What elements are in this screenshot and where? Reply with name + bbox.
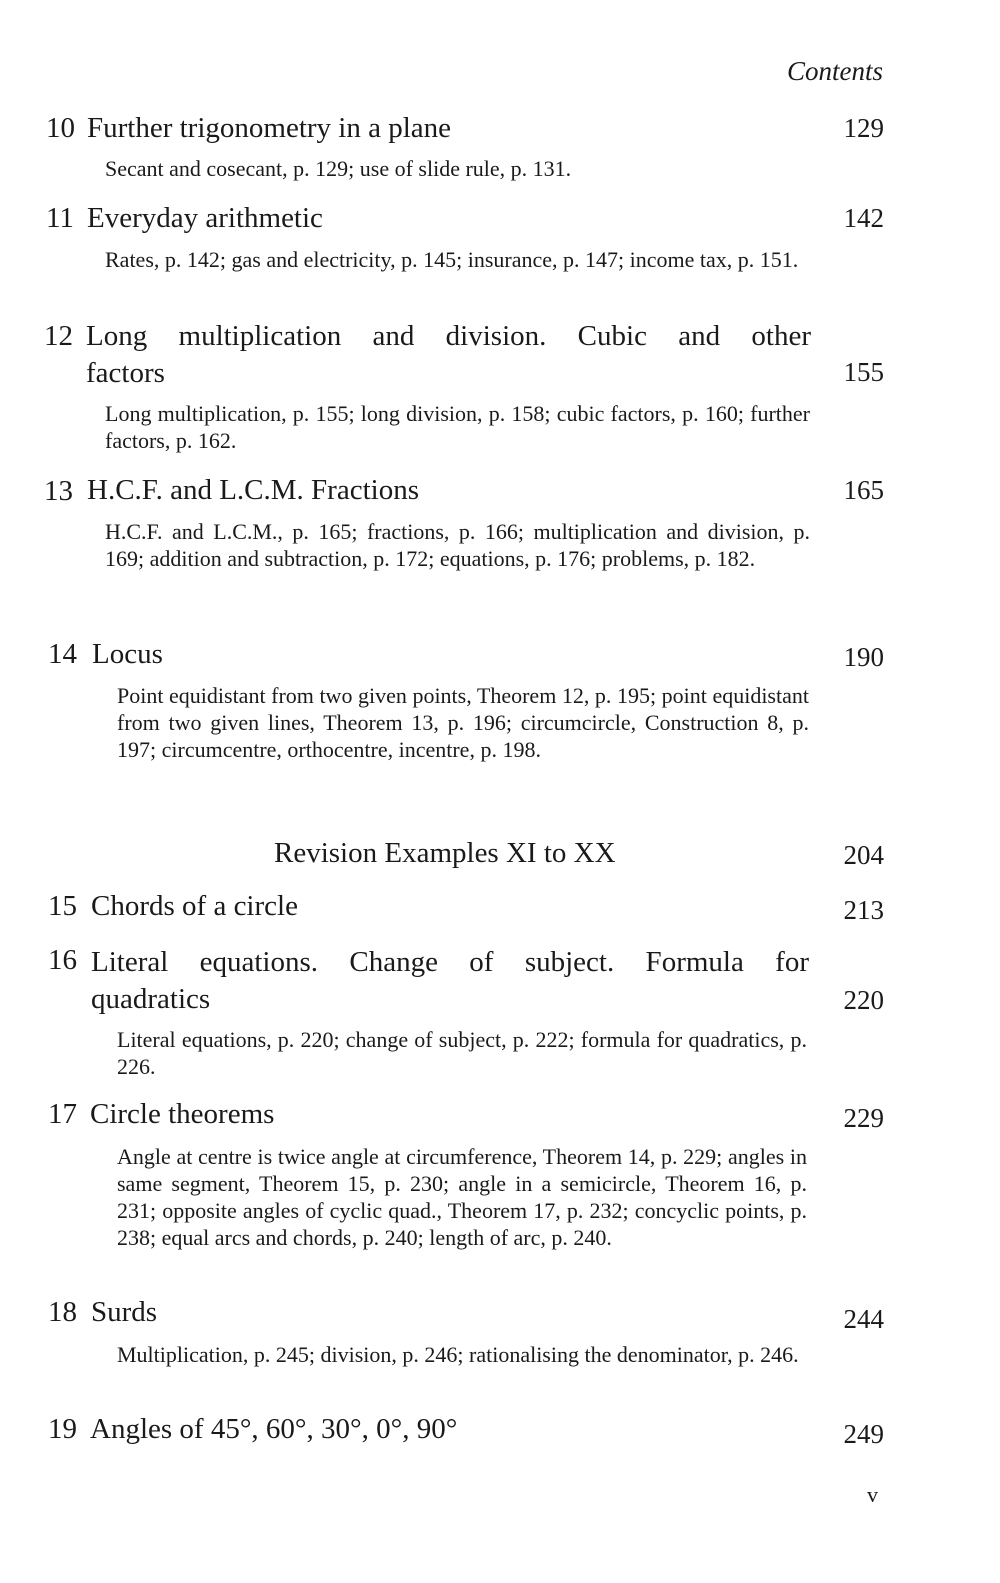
chapter-topics: Literal equations, p. 220; change of subject, p. 222; formula for quadratics, p. 226. bbox=[117, 1027, 807, 1079]
chapter-number: 12 bbox=[44, 320, 73, 352]
chapter-topics: H.C.F. and L.C.M., p. 165; fractions, p. 166; multiplication and division, p. 169; addition and subtraction, p. 172; equations, p. 176; problems, p. 182. bbox=[105, 519, 810, 571]
chapter-title-line-1: Literal equations. Change of subject. Formula for bbox=[91, 946, 809, 978]
chapter-page: 165 bbox=[843, 475, 884, 505]
chapter-title: Chords of a circle bbox=[91, 890, 298, 922]
revision-title: Revision Examples XI to XX bbox=[274, 837, 616, 869]
running-head: Contents bbox=[786, 56, 883, 86]
chapter-number: 19 bbox=[48, 1413, 77, 1445]
chapter-number: 17 bbox=[48, 1098, 77, 1130]
chapter-page: 155 bbox=[843, 357, 884, 387]
chapter-topics: Rates, p. 142; gas and electricity, p. 145; insurance, p. 147; income tax, p. 151. bbox=[105, 247, 799, 272]
chapter-number: 14 bbox=[48, 638, 77, 670]
chapter-title-line-1: Long multiplication and division. Cubic and other bbox=[86, 320, 811, 352]
chapter-page: 229 bbox=[843, 1103, 884, 1133]
chapter-title: Circle theorems bbox=[90, 1098, 275, 1130]
chapter-title bbox=[91, 944, 809, 1018]
chapter-title: Angles of 45°, 60°, 30°, 0°, 90° bbox=[90, 1413, 458, 1445]
chapter-title: H.C.F. and L.C.M. Fractions bbox=[87, 474, 419, 506]
chapter-number: 13 bbox=[44, 475, 73, 507]
chapter-topics: Long multiplication, p. 155; long division, p. 158; cubic factors, p. 160; further factors, p. 162. bbox=[105, 401, 810, 453]
chapter-page: 249 bbox=[843, 1419, 884, 1449]
chapter-topics: Secant and cosecant, p. 129; use of slide rule, p. 131. bbox=[105, 156, 572, 181]
chapter-number: 11 bbox=[46, 202, 74, 234]
chapter-page: 129 bbox=[843, 113, 884, 143]
chapter-number: 15 bbox=[48, 890, 77, 922]
chapter-page: 213 bbox=[843, 895, 884, 925]
chapter-page: 190 bbox=[843, 642, 884, 672]
chapter-title: Further trigonometry in a plane bbox=[87, 112, 452, 144]
revision-page: 204 bbox=[843, 840, 884, 870]
chapter-title: Everyday arithmetic bbox=[87, 202, 323, 234]
chapter-title: Surds bbox=[91, 1296, 158, 1328]
chapter-title-line-2: quadratics bbox=[91, 983, 211, 1015]
chapter-title: Locus bbox=[92, 638, 163, 670]
chapter-number: 18 bbox=[48, 1296, 77, 1328]
chapter-page: 142 bbox=[843, 203, 884, 233]
chapter-topics: Point equidistant from two given points, Theorem 12, p. 195; point equidistant from two given lines, Theorem 13, p. 196; circumcircle, Construction 8, p. 197; circumcentre, orthocentre, incentre, p. 198. bbox=[117, 683, 809, 762]
chapter-page: 244 bbox=[843, 1304, 884, 1334]
chapter-page: 220 bbox=[843, 985, 884, 1015]
chapter-number: 10 bbox=[46, 112, 75, 144]
page-folio: v bbox=[867, 1482, 878, 1507]
chapter-title bbox=[86, 318, 811, 392]
chapter-topics: Angle at centre is twice angle at circumference, Theorem 14, p. 229; angles in same segment, Theorem 15, p. 230; angle in a semicircle, Theorem 16, p. 231; opposite angles of cyclic quad., Theorem 17, p. 232; concyclic points, p. 238; equal arcs and chords, p. 240; length of arc, p. 240. bbox=[117, 1144, 807, 1250]
chapter-topics: Multiplication, p. 245; division, p. 246; rationalising the denominator, p. 246. bbox=[117, 1342, 799, 1367]
chapter-title-line-2: factors bbox=[86, 357, 165, 389]
chapter-number: 16 bbox=[48, 944, 77, 976]
